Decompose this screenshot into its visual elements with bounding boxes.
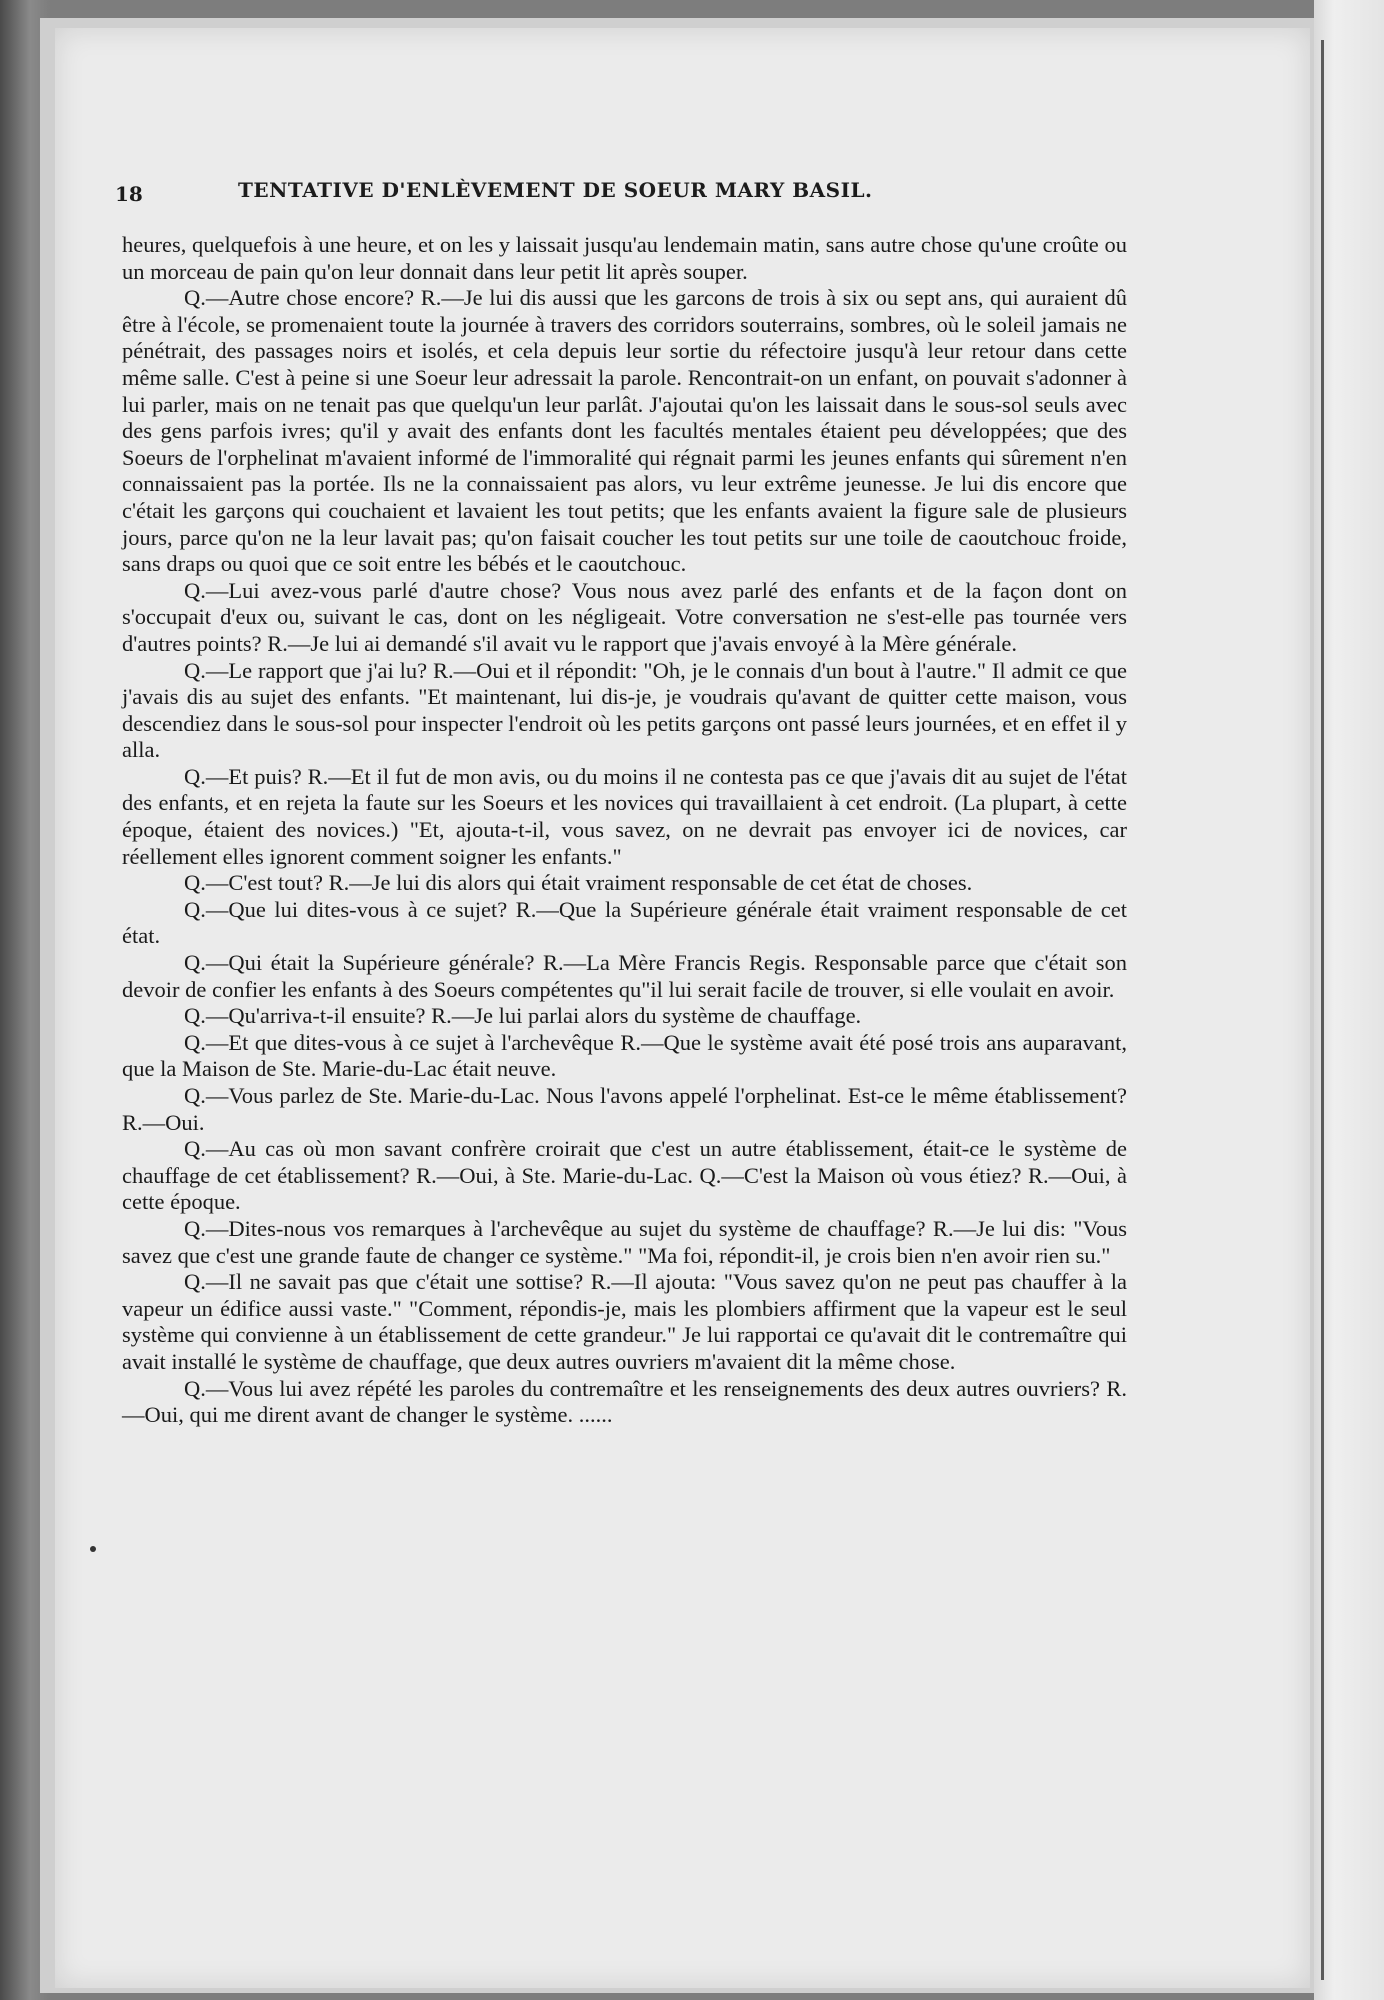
body-text <box>122 232 1127 1429</box>
page-number: 18 <box>115 182 143 206</box>
paragraph: Q.—Que lui dites-vous à ce sujet? R.—Que la Supérieure générale était vraiment responsable de cet état. <box>122 896 1127 949</box>
paragraph: Q.—Qu'arriva-t-il ensuite? R.—Je lui parlai alors du système de chauffage. <box>184 1003 862 1029</box>
margin-speck <box>90 1546 96 1552</box>
paragraph: Q.—Dites-nous vos remarques à l'archevêque au sujet du système de chauffage? R.—Je lui dis: "Vous savez que c'est une grande faute de changer ce système." "Ma foi, répondit-il, je crois bien n'en avoir rien su." <box>122 1215 1127 1268</box>
paragraph: Q.—Le rapport que j'ai lu? R.—Oui et il répondit: "Oh, je le connais d'un bout à l'autre." Il admit ce que j'avais dis au sujet des enfants. "Et maintenant, lui dis-je, je voudrais qu'avant de quitter cette maison, vous descendiez dans le sous-sol pour inspecter l'endroit où les petits garçons ont passé leurs journées, et en effet il y alla. <box>122 657 1127 763</box>
paragraph: Q.—Vous lui avez répété les paroles du contremaître et les renseignements des deux autres ouvriers? R.—Oui, qui me dirent avant de changer le système. ...... <box>122 1375 1127 1428</box>
paragraph: Q.—Lui avez-vous parlé d'autre chose? Vous nous avez parlé des enfants et de la façon dont on s'occupait d'eux ou, suivant le cas, dont on les négligeait. Votre conversation ne s'est-elle pas tournée vers d'autres points? R.—Je lui ai demandé s'il avait vu le rapport que j'avais envoyé à la Mère générale. <box>122 577 1127 656</box>
paragraph: Q.—Qui était la Supérieure générale? R.—La Mère Francis Regis. Responsable parce que c'était son devoir de confier les enfants à des Soeurs compétentes qu"il lui serait facile de trouver, si elle voulait en avoir. <box>122 950 1127 1002</box>
paragraph: Q.—Et que dites-vous à ce sujet à l'archevêque R.—Que le système avait été posé trois ans auparavant, que la Maison de Ste. Marie-du-Lac était neuve. <box>122 1029 1127 1082</box>
paragraph: Q.—Vous parlez de Ste. Marie-du-Lac. Nous l'avons appelé l'orphelinat. Est-ce le même établissement? R.—Oui. <box>122 1083 1127 1135</box>
adjacent-page-edge <box>1314 0 1384 2000</box>
page-header <box>115 178 1165 212</box>
paragraph: Q.—Et puis? R.—Et il fut de mon avis, ou du moins il ne contesta pas ce que j'avais dit au sujet de l'état des enfants, et en rejeta la faute sur les Soeurs et les novices qui travaillaient à cet endroit. (La plupart, à cette époque, étaient des novices.) "Et, ajouta-t-il, vous savez, on ne devrait pas envoyer ici de novices, car réellement elles ignorent comment soigner les enfants." <box>122 763 1127 869</box>
paragraph: Q.—Il ne savait pas que c'était une sottise? R.—Il ajouta: "Vous savez qu'on ne peut pas chauffer à la vapeur un édifice aussi vaste." "Comment, répondis-je, mais les plombiers affirment que la vapeur est le seul système qui convienne à un établissement de cette grandeur." Je lui rapportai ce qu'avait dit le contremaître qui avait installé le système de chauffage, que deux autres ouvriers m'avaient dit la même chose. <box>122 1269 1127 1374</box>
paragraph: Q.—Autre chose encore? R.—Je lui dis aussi que les garcons de trois à six ou sept ans, qui auraient dû être à l'école, se promenaient toute la journée à travers des corridors souterrains, sombres, où le soleil jamais ne pénétrait, des passages noirs et isolés, et cela depuis leur sortie du réfectoire jusqu'à leur retour dans cette même salle. C'est à peine si une Soeur leur adressait la parole. Rencontrait-on un enfant, on pouvait s'adonner à lui parler, mais on ne tenait pas que quelqu'un leur parlât. J'ajoutai qu'on les laissait dans le sous-sol seuls avec des gens parfois ivres; qu'il y avait des enfants dont les facultés mentales étaient peu développées; que des Soeurs de l'orphelinat m'avaient informé de l'immoralité qui régnait parmi les jeunes enfants qui sûrement n'en connaissaient pas la portée. Ils ne la connaissaient pas alors, vu leur extrême jeunesse. Je lui dis encore que c'était les garçons qui couchaient et lavaient les tout petits; que les enfants avaient la figure sale de plusieurs jours, parce qu'on ne la leur lavait pas; qu'on faisait coucher les tout petits sur une toile de caoutchouc froide, sans draps ou quoi que ce soit entre les bébés et le caoutchouc. <box>122 285 1127 577</box>
running-title: TENTATIVE D'ENLÈVEMENT DE SOEUR MARY BASIL. <box>238 178 873 202</box>
binding-line <box>1321 40 1324 1980</box>
paragraph: heures, quelquefois à une heure, et on les y laissait jusqu'au lendemain matin, sans autre chose qu'une croûte ou un morceau de pain qu'on leur donnait dans leur petit lit après souper. <box>122 232 1127 284</box>
paragraph: Q.—C'est tout? R.—Je lui dis alors qui était vraiment responsable de cet état de choses. <box>184 870 973 896</box>
paragraph: Q.—Au cas où mon savant confrère croirait que c'est un autre établissement, était-ce le système de chauffage de cet établissement? R.—Oui, à Ste. Marie-du-Lac. Q.—C'est la Maison où vous étiez? R.—Oui, à cette époque. <box>122 1136 1127 1215</box>
